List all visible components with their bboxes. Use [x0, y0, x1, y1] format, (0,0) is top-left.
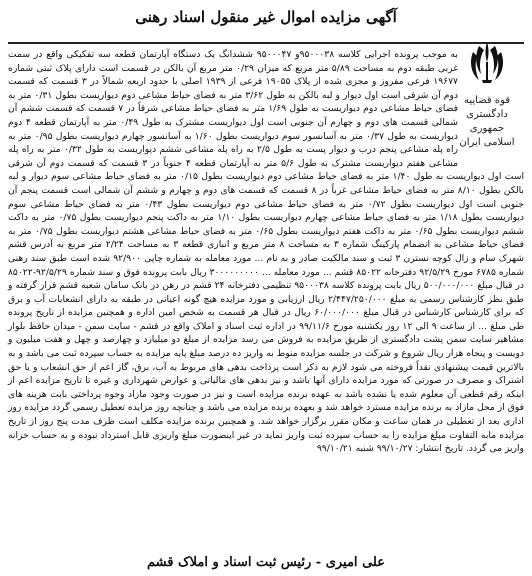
notice-body-text: به موجب پرونده اجرایی کلاسه ۹۵۰۰۰۳۸و ۹۵۰۰۰۴۷ ششدانگ یک دستگاه آپارتمان قطعه سه تفکیکی واقع در سمت غربی طبقه دوم به مساحت ۵/۸۹ متر مربع که میزان ۰/۲۹ متر مربع آن بالکن در قسمت است دارای پلاک ثبتی شماره ۱۹۶۷۷ فرعی مفروز و مجزی شده از پلاک ۱۹۰۵۵ فرعی از ۱۹۳۹ اصلی با حدود اربعه شمالاً در ۳ قسمت که قسمت دوم آن شرقی است اول دیوار و لبه بالکن به طول ۳/۶۲ متر به فضای حیاط مشاعی دوم دیواریست بطول ۰/۳۱ متر به فضای حیاط مشاعی دوم دیواریست به طول ۱/۶۹ متر به فضای حیاط مشاعی شرقاً در ۷ قسمت که قسمت ششم آن شمالی قسمت های دوم و چهارم آن جنوبی است اول دیواریست مشترک به طول ۰/۴۹ متر به آپارتمان قطعه ۴ دوم دیواریست به طول ۰/۳۷ متر به آسانسور سوم دیواریست بطول ۱/۶۰ به آسانسور چهارم دیواریست بطول ۰/۹۵ متر به راه پله مشاعی پنجم درب و دیوار پست به طول ۲/۵ به راه پله مشاعی ششم دیواریست به طول ۰/۳۲ متر به راه پله مشاعی هفتم دیواریست مشترک به طول ۵/۶ متر به آپارتمان قطعه ۴ جنوباً در ۳ قسمت که قسمت دوم آن شرقی است اول دیواریست به طول ۱/۴۰ متر به فضای حیاط مشاعی دوم دیواریست بطول ۰/۱۵ متر به فضای حیاط مشاعی سوم دیوار و لبه بالکن بطول ۸/۱۰ متر به فضای حیاط مشاعی غرباً در ۸ قسمت که قسمت های دوم و چهارم و ششم آن شمالی است قسمت پنجم آن جنوبی است اول دیواریست بطول ۰/۷۲ متر به فضای حیاط مشاعی دوم دیواریست بطول ۰/۴۳ متر به فضای حیاط مشاعی سوم دیواریست بطول ۱/۱۸ متر به فضای حیاط مشاعی چهارم دیواریست بطول ۱/۱۰ متر به داکت پنجم دیواریست بطول ۰/۷۵ متر به داکت ششم دیواریست بطول ۰/۶۵ متر به داکت هفتم دیواریست بطول ۰/۶۵ متر به فضای حیاط مشاعی هشتم دیواریست بطول ۰/۷۵ متر به فضای حیاط مشاعی به انضمام پارکینگ شماره ۳ به مساحت ۸ متر مربع و انباری قطعه ۳ به مساحت ۲/۲۴ متر مربع به آدرس قشم شهرک سام و زال کوچه نسترن ۳ ثبت و سند مالکیت صادر و به نام ... مورد معامله به شماره چاپی ۹۲/۹۰۰ شده است طبق سند رهنی شماره ۶۷۸۵ مورخ ۹۲/۵/۲۹ دفترخانه ۸۵۰۲۲ قشم ... مورد معامله ... ۳۰۰۰۰۰۰۰۰۰ ریال بابت پرونده فوق و سند شماره ۹۲/۵/۲۹-۸۵۰۲۲ در قبال مبلغ ۵۰۰/۰۰۰/۰۰۰ ریال بابت پرونده کلاسه ۹۵۰۰۰۳۸ تنظیمی دفترخانه ۲۴ قشم در رهن در بانک سامان شعبه قشم قرار گرفته و طبق نظر کارشناس رسمی به مبلغ ۲/۴۴۷/۲۵۰/۰۰۰ ریال ارزیابی و مورد مزایده هیچ گونه اعیانی در طبقه به دارای انشعابات آب و برق که برای کارشناس کارشناس در قبال مبلغ ۶۰/۰۰۰/۰۰۰ ریال در قبال هر قسمت به شخص امین اداره و همچنین مزایده از تاریخ پرونده طی مبلغ ... از ساعت ۹ الی ۱۲ روز یکشنبه مورخ ۹۹/۱۱/۶ در اداره ثبت اسناد و املاک واقع در قشم - سایت سمن - میدان حافظ بلوار مشاهیر سایت سمن پشت دادگستری از طریق مزایده به فروش می رسد مزایده از مبلغ دو میلیارد و چهارصد و چهل و هفت میلیون و دویست و پنجاه هزار ریال شروع و شرکت در جلسه مزایده منوط به واریز ده درصد مبلغ پایه مزایده به حساب سپرده ثبت می باشد و به بالاترین قیمت پیشنهادی نقداً فروخته می شود لازم به ذکر است پرداخت بدهی های مربوط به آب، برق، گاز اعم از حق انشعاب و یا حق اشتراک و مصرف در صورتی که مورد مزایده دارای آنها باشد و نیز بدهی های مالیاتی و عوارض شهرداری و غیره تا تاریخ مزایده اعم از اینکه رقم قطعی آن معلوم شده یا نشده باشد به عهده برنده مزایده است و نیز در صورت وجود مازاد وجوه پرداختی بابت هزینه های فوق از محل مازاد به برنده مزایده مسترد خواهد شد و بعهده برنده مزایده می باشد و چنانچه روز مزایده تعطیل رسمی گردد مزایده روز اداری بعد از تعطیلی در همان ساعت و مکان مقرر برگزار خواهد شد. و همچنین برنده مزایده مکلف است ظرف مدت پنج روز از تاریخ مزایده مابه التفاوت مبلغ مزایده را به حساب سپرده ثبت واریز نماید در غیر اینصورت مبلغ واریزی قابل استرداد نبوده و به حساب خزانه واریز می گردد. تاریخ انتشار: ۹۹/۱۰/۲۷ شنبه ۹۹/۱۰/۲۱	[8, 49, 525, 455]
emblem-line-1: قوه قضاییه	[463, 95, 511, 106]
emblem-line-2: دادگستری جمهوری	[466, 109, 508, 134]
emblem-spacer	[458, 48, 524, 166]
notice-signature: علی امیری - رئیس ثبت اسناد و املاک قشم	[147, 555, 385, 570]
notice-title: آگهی مزایده اموال غیر منقول اسناد رهنی	[135, 8, 397, 26]
emblem-line-3: اسلامی ایران	[459, 137, 515, 148]
notice-header	[8, 6, 524, 44]
notice-body	[8, 48, 524, 456]
